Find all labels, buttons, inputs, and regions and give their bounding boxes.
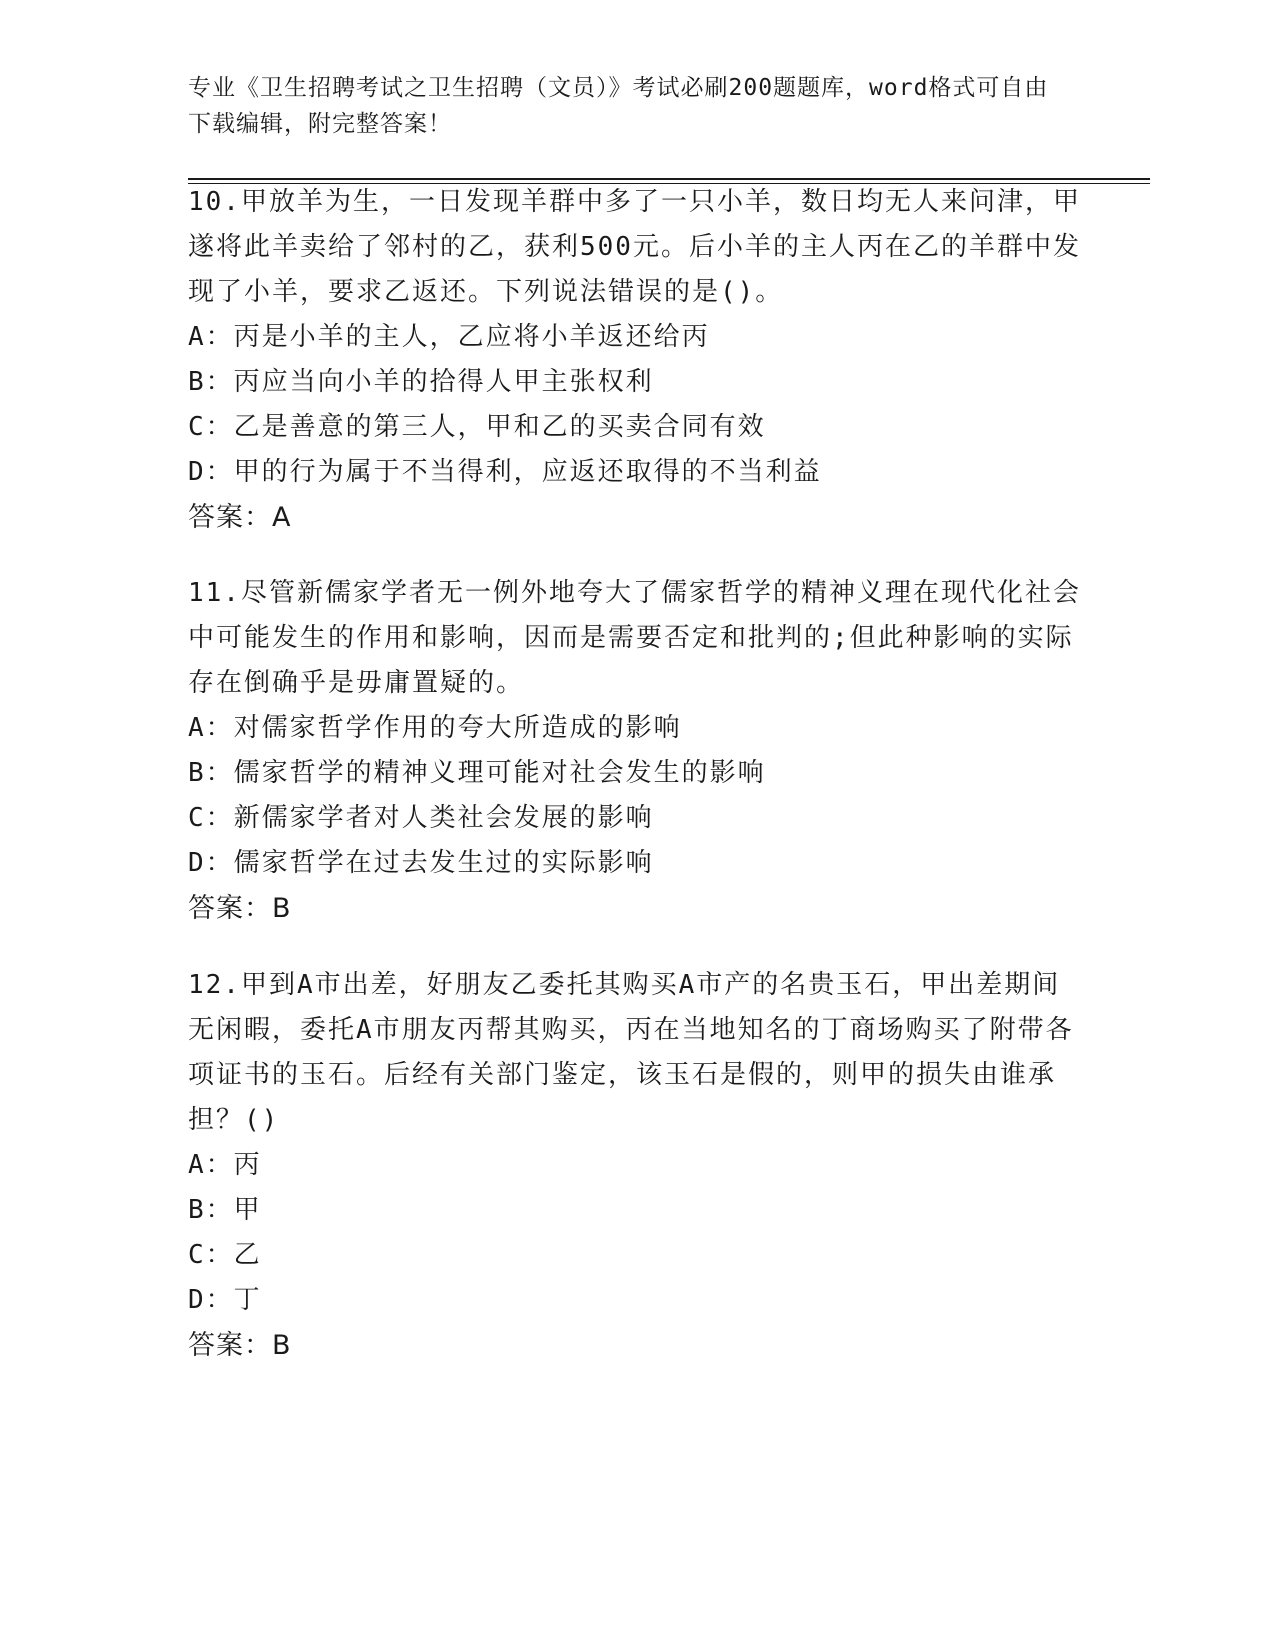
- option-c: C：新儒家学者对人类社会发展的影响: [188, 803, 654, 833]
- answer-line: 答案：B: [188, 893, 292, 924]
- option-a: A：丙: [188, 1150, 262, 1180]
- question-10: [188, 180, 1088, 540]
- option-a: A：丙是小羊的主人，乙应将小羊返还给丙: [188, 322, 710, 352]
- option-c: C：乙: [188, 1240, 262, 1270]
- option-a: A：对儒家哲学作用的夸大所造成的影响: [188, 713, 682, 743]
- option-b: B：儒家哲学的精神义理可能对社会发生的影响: [188, 758, 766, 788]
- option-b: B：丙应当向小羊的拾得人甲主张权利: [188, 367, 654, 397]
- question-stem: 11.尽管新儒家学者无一例外地夸大了儒家哲学的精神义理在现代化社会中可能发生的作用和影响，因而是需要否定和批判的;但此种影响的实际存在倒确乎是毋庸置疑的。: [188, 578, 1081, 698]
- option-b: B：甲: [188, 1195, 262, 1225]
- question-11: [188, 571, 1088, 931]
- question-stem: 10.甲放羊为生，一日发现羊群中多了一只小羊，数日均无人来问津，甲遂将此羊卖给了邻村的乙，获利500元。后小羊的主人丙在乙的羊群中发现了小羊，要求乙返还。下列说法错误的是()。: [188, 187, 1081, 307]
- option-d: D：甲的行为属于不当得利，应返还取得的不当利益: [188, 457, 822, 487]
- answer-line: 答案：A: [188, 502, 292, 533]
- option-c: C：乙是善意的第三人，甲和乙的买卖合同有效: [188, 412, 766, 442]
- question-12: [188, 963, 1088, 1368]
- question-stem: 12.甲到A市出差，好朋友乙委托其购买A市产的名贵玉石，甲出差期间无闲暇，委托A市朋友丙帮其购买，丙在当地知名的丁商场购买了附带各项证书的玉石。后经有关部门鉴定，该玉石是假的，则甲的损失由谁承担？(): [188, 970, 1074, 1135]
- document-header: 专业《卫生招聘考试之卫生招聘（文员）》考试必刷200题题库，word格式可自由下载编辑，附完整答案！: [188, 75, 1049, 137]
- option-d: D：儒家哲学在过去发生过的实际影响: [188, 848, 654, 878]
- option-d: D：丁: [188, 1285, 262, 1315]
- answer-line: 答案：B: [188, 1330, 292, 1361]
